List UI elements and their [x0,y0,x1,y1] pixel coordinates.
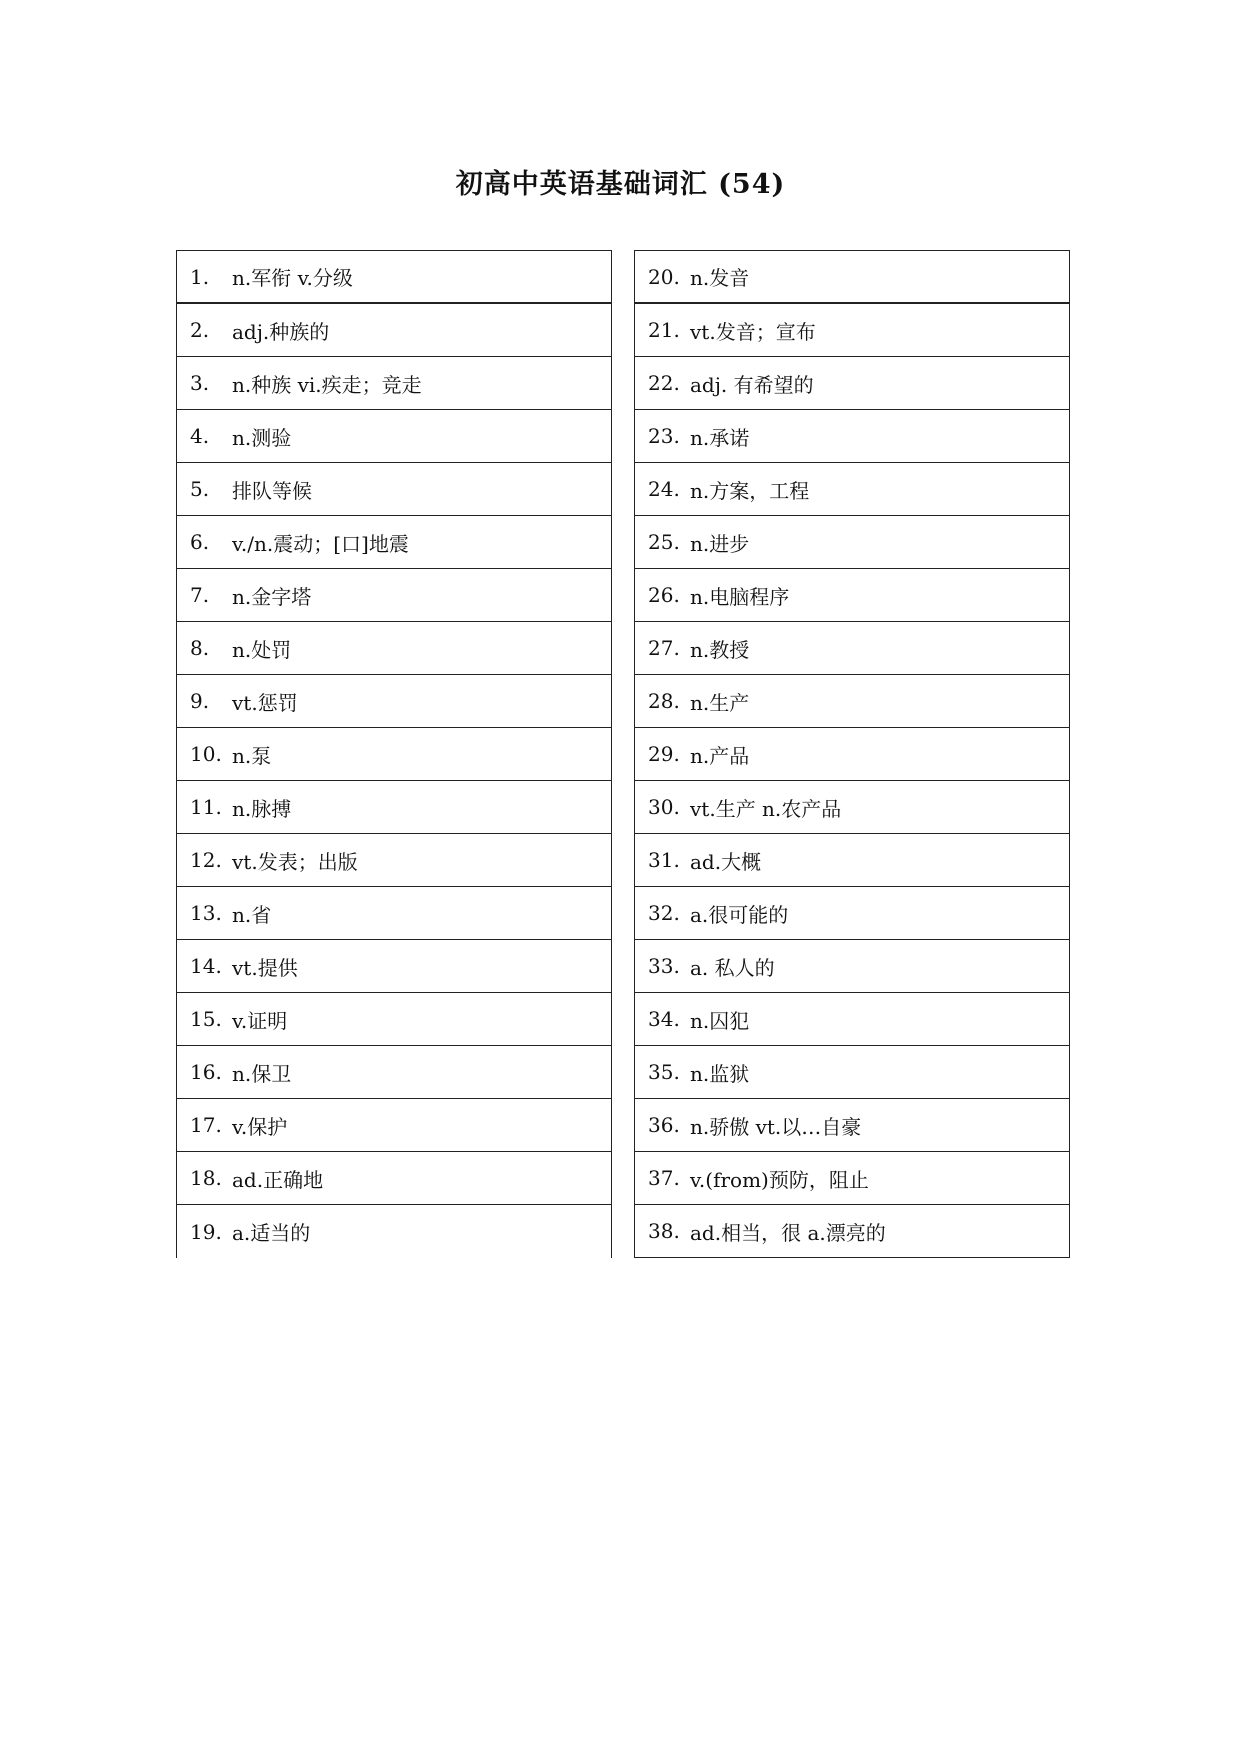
item-definition: vt.提供 [232,955,298,980]
item-number: 5. [190,477,210,501]
item-number: 20. [648,264,680,289]
item-number: 1. [190,264,210,289]
item-number: 28. [648,689,680,713]
item-definition: n.监狱 [690,1061,750,1086]
item-number: 37. [648,1166,680,1190]
list-item [176,622,612,675]
list-item [176,1205,612,1258]
list-item [634,675,1070,728]
list-item [176,410,612,463]
list-item [176,1099,612,1152]
list-item [176,728,612,781]
item-definition: ad.相当，很 a.漂亮的 [690,1220,886,1245]
list-item [634,251,1070,304]
list-item [634,834,1070,887]
item-number: 30. [648,795,680,819]
page-title: 初高中英语基础词汇 (54) [455,169,786,200]
item-definition: a. 私人的 [690,955,775,980]
item-definition: vt.发音；宣布 [690,319,816,344]
list-item [634,1152,1070,1205]
item-definition: n.产品 [690,743,750,768]
item-definition: n.发音 [690,266,750,290]
item-number: 31. [648,848,680,872]
item-number: 36. [648,1113,680,1137]
list-item [634,940,1070,993]
item-number: 22. [648,371,680,395]
item-number: 33. [648,954,680,978]
list-item [634,1046,1070,1099]
list-item [176,463,612,516]
item-number: 8. [190,636,210,660]
item-number: 21. [648,318,680,342]
item-definition: ad.大概 [690,849,762,874]
item-number: 27. [648,636,680,660]
vocab-column-left [176,250,612,1258]
list-item [176,1152,612,1205]
list-item [176,781,612,834]
item-definition: n.囚犯 [690,1008,750,1033]
item-definition: n.脉搏 [232,796,292,821]
item-definition: 排队等候 [232,478,312,503]
item-number: 24. [648,477,680,501]
list-item [176,516,612,569]
item-number: 25. [648,530,680,554]
list-item [176,834,612,887]
item-number: 16. [190,1060,222,1084]
item-number: 12. [190,848,222,872]
list-item [634,569,1070,622]
item-definition: n.骄傲 vt.以…自豪 [690,1114,862,1139]
item-definition: adj. 有希望的 [690,372,814,397]
item-number: 34. [648,1007,680,1031]
item-definition: n.省 [232,902,272,927]
item-definition: vt.生产 n.农产品 [690,796,842,821]
item-number: 9. [190,689,210,713]
list-item [176,251,612,304]
item-definition: a.很可能的 [690,902,789,927]
list-item [634,622,1070,675]
vocab-column-right [634,250,1070,1258]
item-definition: v.(from)预防，阻止 [690,1167,869,1192]
item-number: 10. [190,742,222,766]
item-definition: adj.种族的 [232,319,330,344]
item-definition: n.测验 [232,425,292,450]
item-number: 18. [190,1166,222,1190]
item-definition: n.保卫 [232,1061,292,1086]
list-item [176,304,612,357]
list-item [176,887,612,940]
item-number: 32. [648,901,680,925]
item-number: 14. [190,954,222,978]
list-item [634,887,1070,940]
item-number: 19. [190,1219,222,1244]
list-item [634,1205,1070,1258]
item-definition: n.军衔 v.分级 [232,266,353,290]
item-definition: v./n.震动；[口]地震 [232,531,409,556]
item-number: 23. [648,424,680,448]
item-number: 38. [648,1219,680,1243]
item-definition: ad.正确地 [232,1167,324,1192]
list-item [176,675,612,728]
list-item [176,993,612,1046]
item-definition: n.金字塔 [232,584,312,609]
item-number: 2. [190,318,210,342]
item-number: 3. [190,371,210,395]
item-definition: n.电脑程序 [690,584,790,609]
item-definition: v.证明 [232,1008,288,1033]
list-item [634,781,1070,834]
list-item [634,304,1070,357]
item-definition: vt.发表；出版 [232,849,358,874]
item-number: 15. [190,1007,222,1031]
item-definition: n.承诺 [690,425,750,450]
list-item [176,357,612,410]
item-number: 11. [190,795,222,819]
item-definition: v.保护 [232,1114,288,1139]
list-item [176,940,612,993]
item-definition: n.处罚 [232,637,292,662]
item-definition: n.方案，工程 [690,478,810,503]
list-item [634,357,1070,410]
item-definition: n.种族 vi.疾走；竞走 [232,372,422,397]
item-definition: n.生产 [690,690,750,715]
item-number: 17. [190,1113,222,1137]
item-number: 4. [190,424,210,448]
item-definition: vt.惩罚 [232,690,298,715]
item-number: 6. [190,530,210,554]
list-item [634,728,1070,781]
item-number: 7. [190,583,210,607]
item-definition: n.进步 [690,531,750,556]
item-definition: n.教授 [690,637,750,662]
list-item [634,463,1070,516]
item-number: 26. [648,583,680,607]
list-item [176,1046,612,1099]
item-number: 29. [648,742,680,766]
list-item [634,410,1070,463]
item-definition: n.泵 [232,743,272,768]
list-item [176,569,612,622]
item-definition: a.适当的 [232,1221,311,1245]
item-number: 13. [190,901,222,925]
list-item [634,1099,1070,1152]
item-number: 35. [648,1060,680,1084]
list-item [634,516,1070,569]
list-item [634,993,1070,1046]
